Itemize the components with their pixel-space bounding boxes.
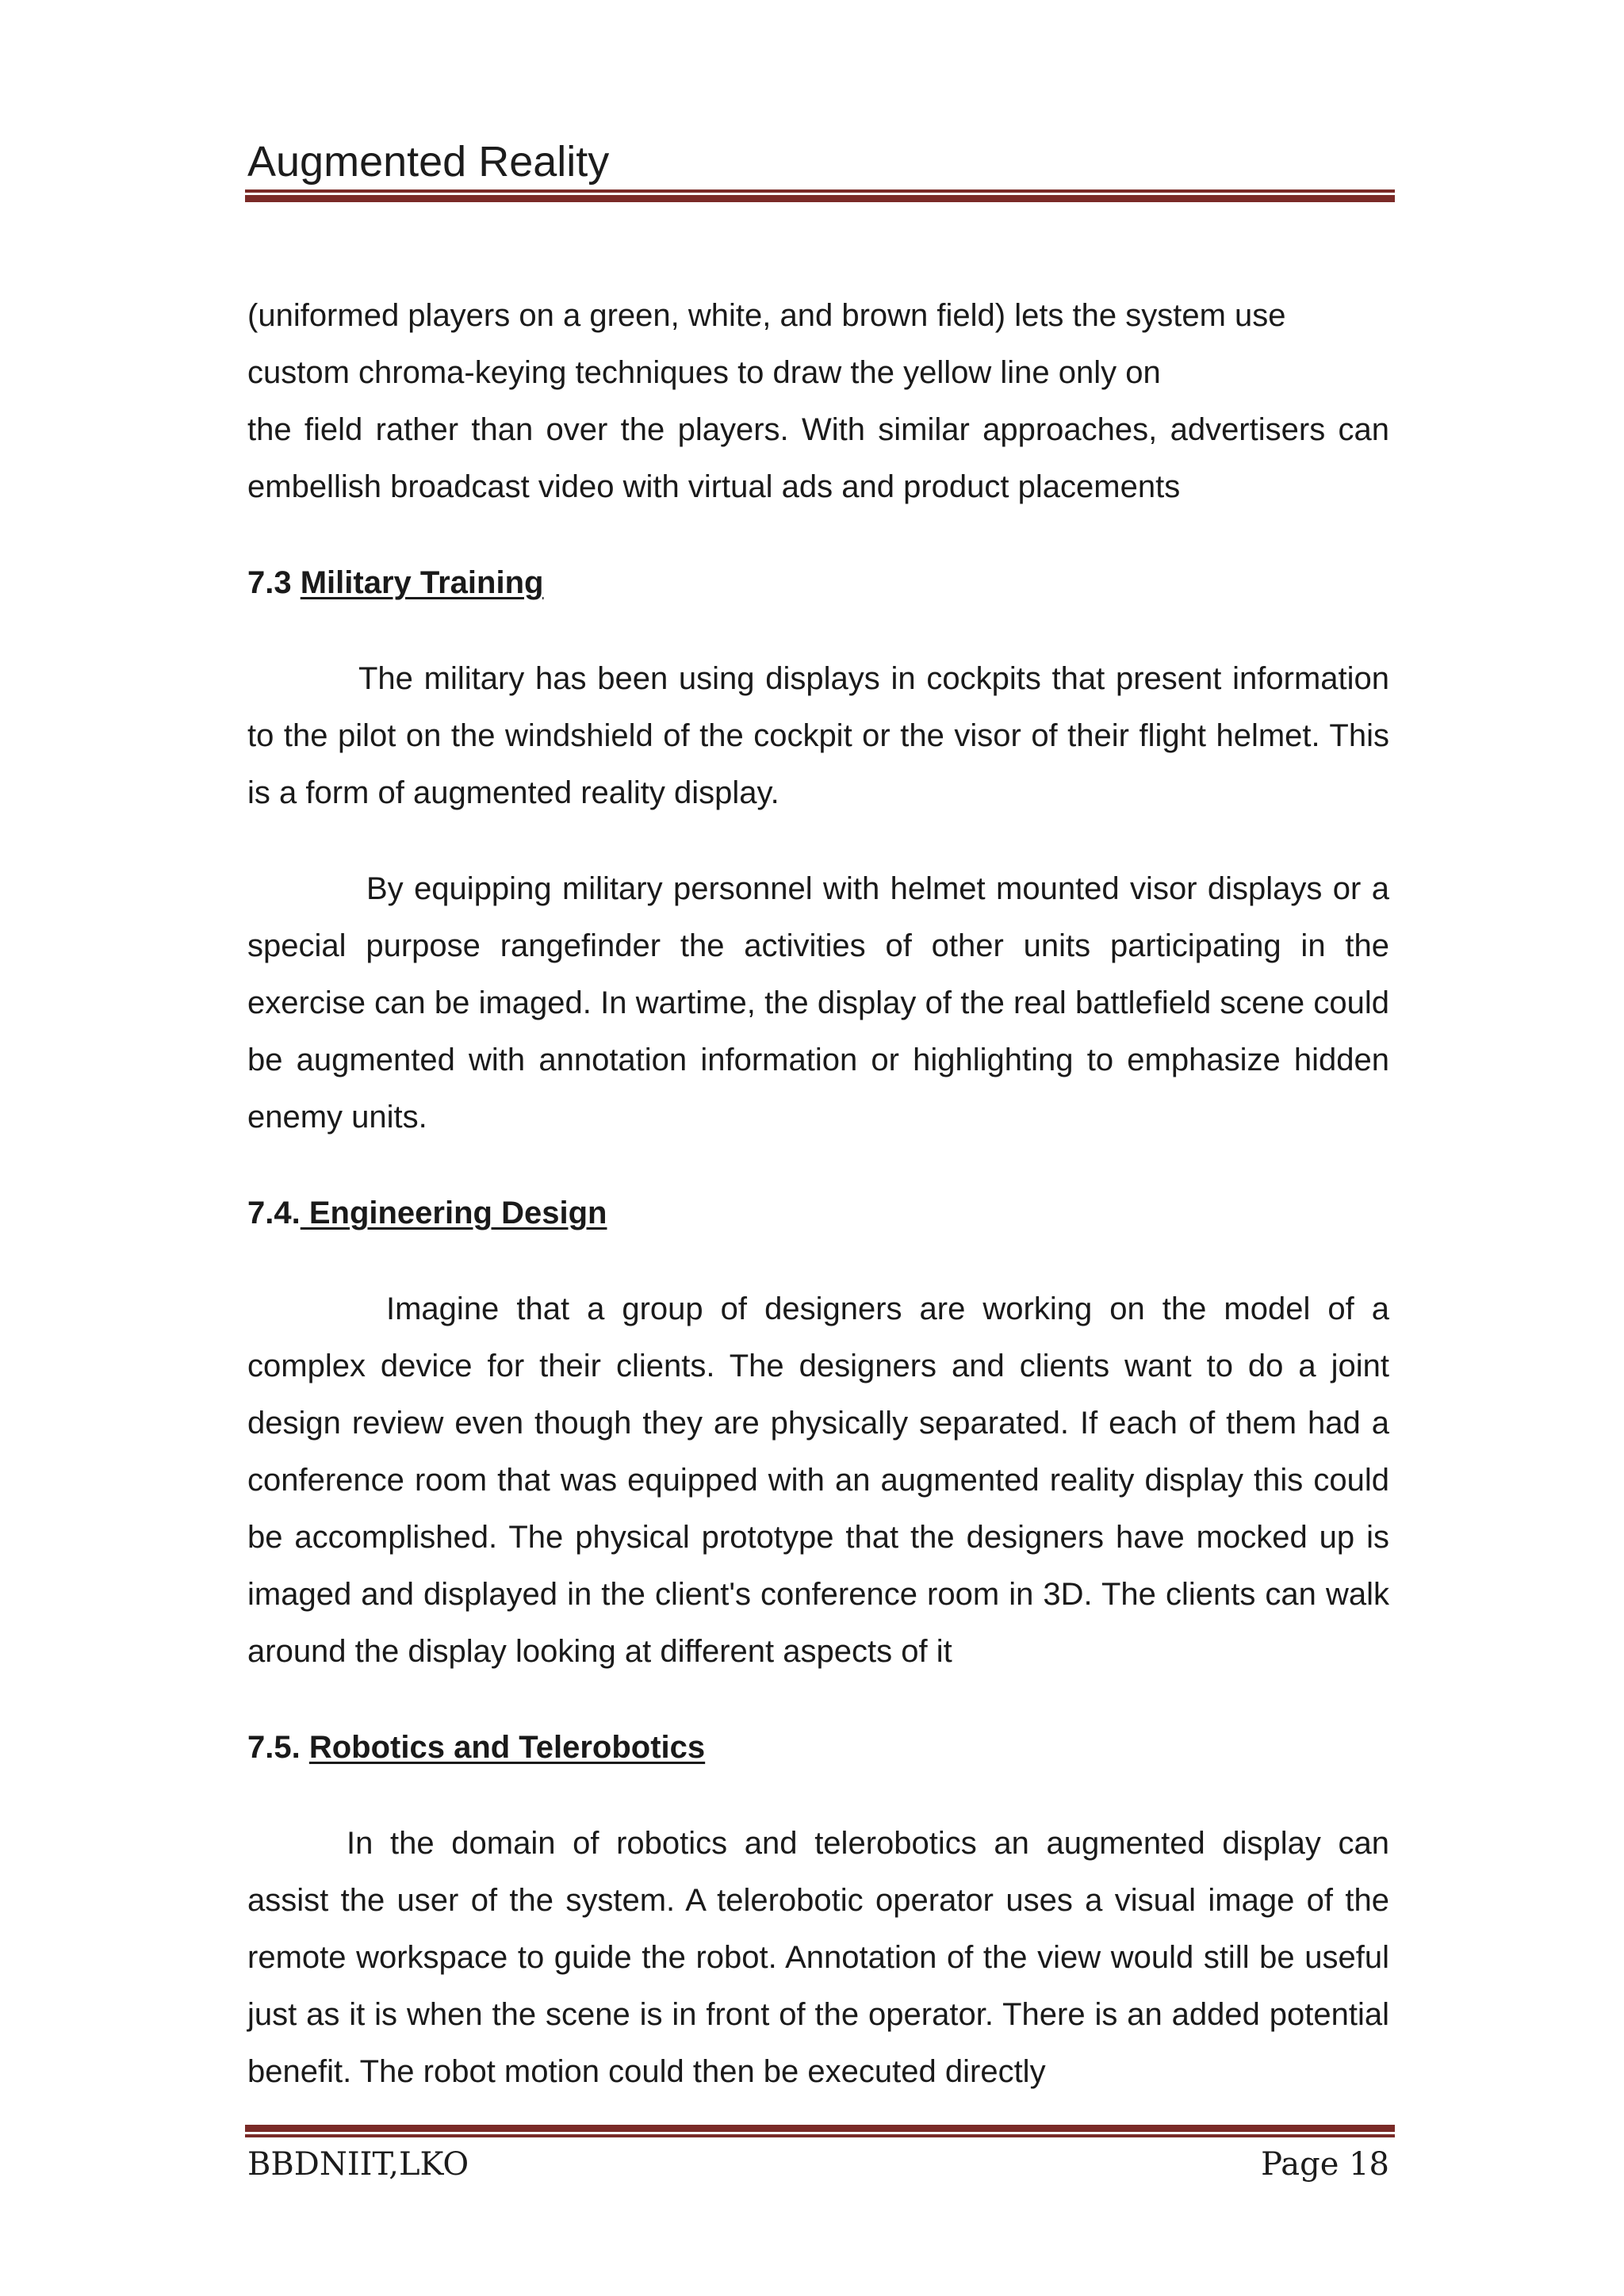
intro-line-1: (uniformed players on a green, white, and brown field) lets the system use	[247, 298, 1286, 333]
footer-institution: BBDNIIT,LKO	[247, 2146, 469, 2183]
section-heading	[247, 1184, 1389, 1242]
section-paragraph: Imagine that a group of designers are working on the model of a complex device for their clients. The designers and clients want to do a joint design review even though they are physically separated. If each of them had a conference room that was equipped with an augmented reality display this could be accomplished. The physical prototype that the designers have mocked up is imaged and displayed in the client's conference room in 3D. The clients can walk around the display looking at different aspects of it	[247, 1292, 1389, 1669]
section-number: 7.4.	[247, 1196, 301, 1230]
section-title: Engineering Design	[300, 1196, 607, 1230]
section-heading	[247, 1719, 1389, 1776]
section-paragraph: By equipping military personnel with helmet mounted visor displays or a special purpose rangefinder the activities of other units participating in the exercise can be imaged. In wartime, the display of the real battlefield scene could be augmented with annotation information or highlighting to emphasize hidden enemy units.	[247, 871, 1389, 1135]
intro-line-2: custom chroma-keying techniques to draw the yellow line only on	[247, 355, 1161, 390]
section-number: 7.5.	[247, 1730, 301, 1765]
section-paragraph: In the domain of robotics and telerobotics an augmented display can assist the user of the system. A telerobotic operator uses a visual image of the remote workspace to guide the robot. Annotation of the view would still be useful just as it is when the scene is in front of the operator. There is an added potential benefit. The robot motion could then be executed directly	[247, 1826, 1389, 2089]
header-rule	[245, 189, 1395, 202]
page-header-title: Augmented Reality	[247, 138, 610, 186]
page-footer	[247, 2141, 1389, 2188]
section-number: 7.3	[247, 565, 292, 600]
section-title: Robotics and Telerobotics	[308, 1730, 706, 1765]
page-content	[247, 287, 1389, 2100]
footer-rule	[245, 2125, 1395, 2137]
page-number: Page 18	[1261, 2146, 1389, 2183]
intro-paragraph	[247, 287, 1389, 515]
section-heading	[247, 554, 1389, 611]
section-title: Military Training	[300, 565, 544, 600]
intro-line-3: the field rather than over the players. With similar approaches, advertisers can embellish broadcast video with virtual ads and product placements	[247, 412, 1389, 504]
section-paragraph: The military has been using displays in cockpits that present information to the pilot on the windshield of the cockpit or the visor of their flight helmet. This is a form of augmented reality display.	[247, 661, 1389, 810]
